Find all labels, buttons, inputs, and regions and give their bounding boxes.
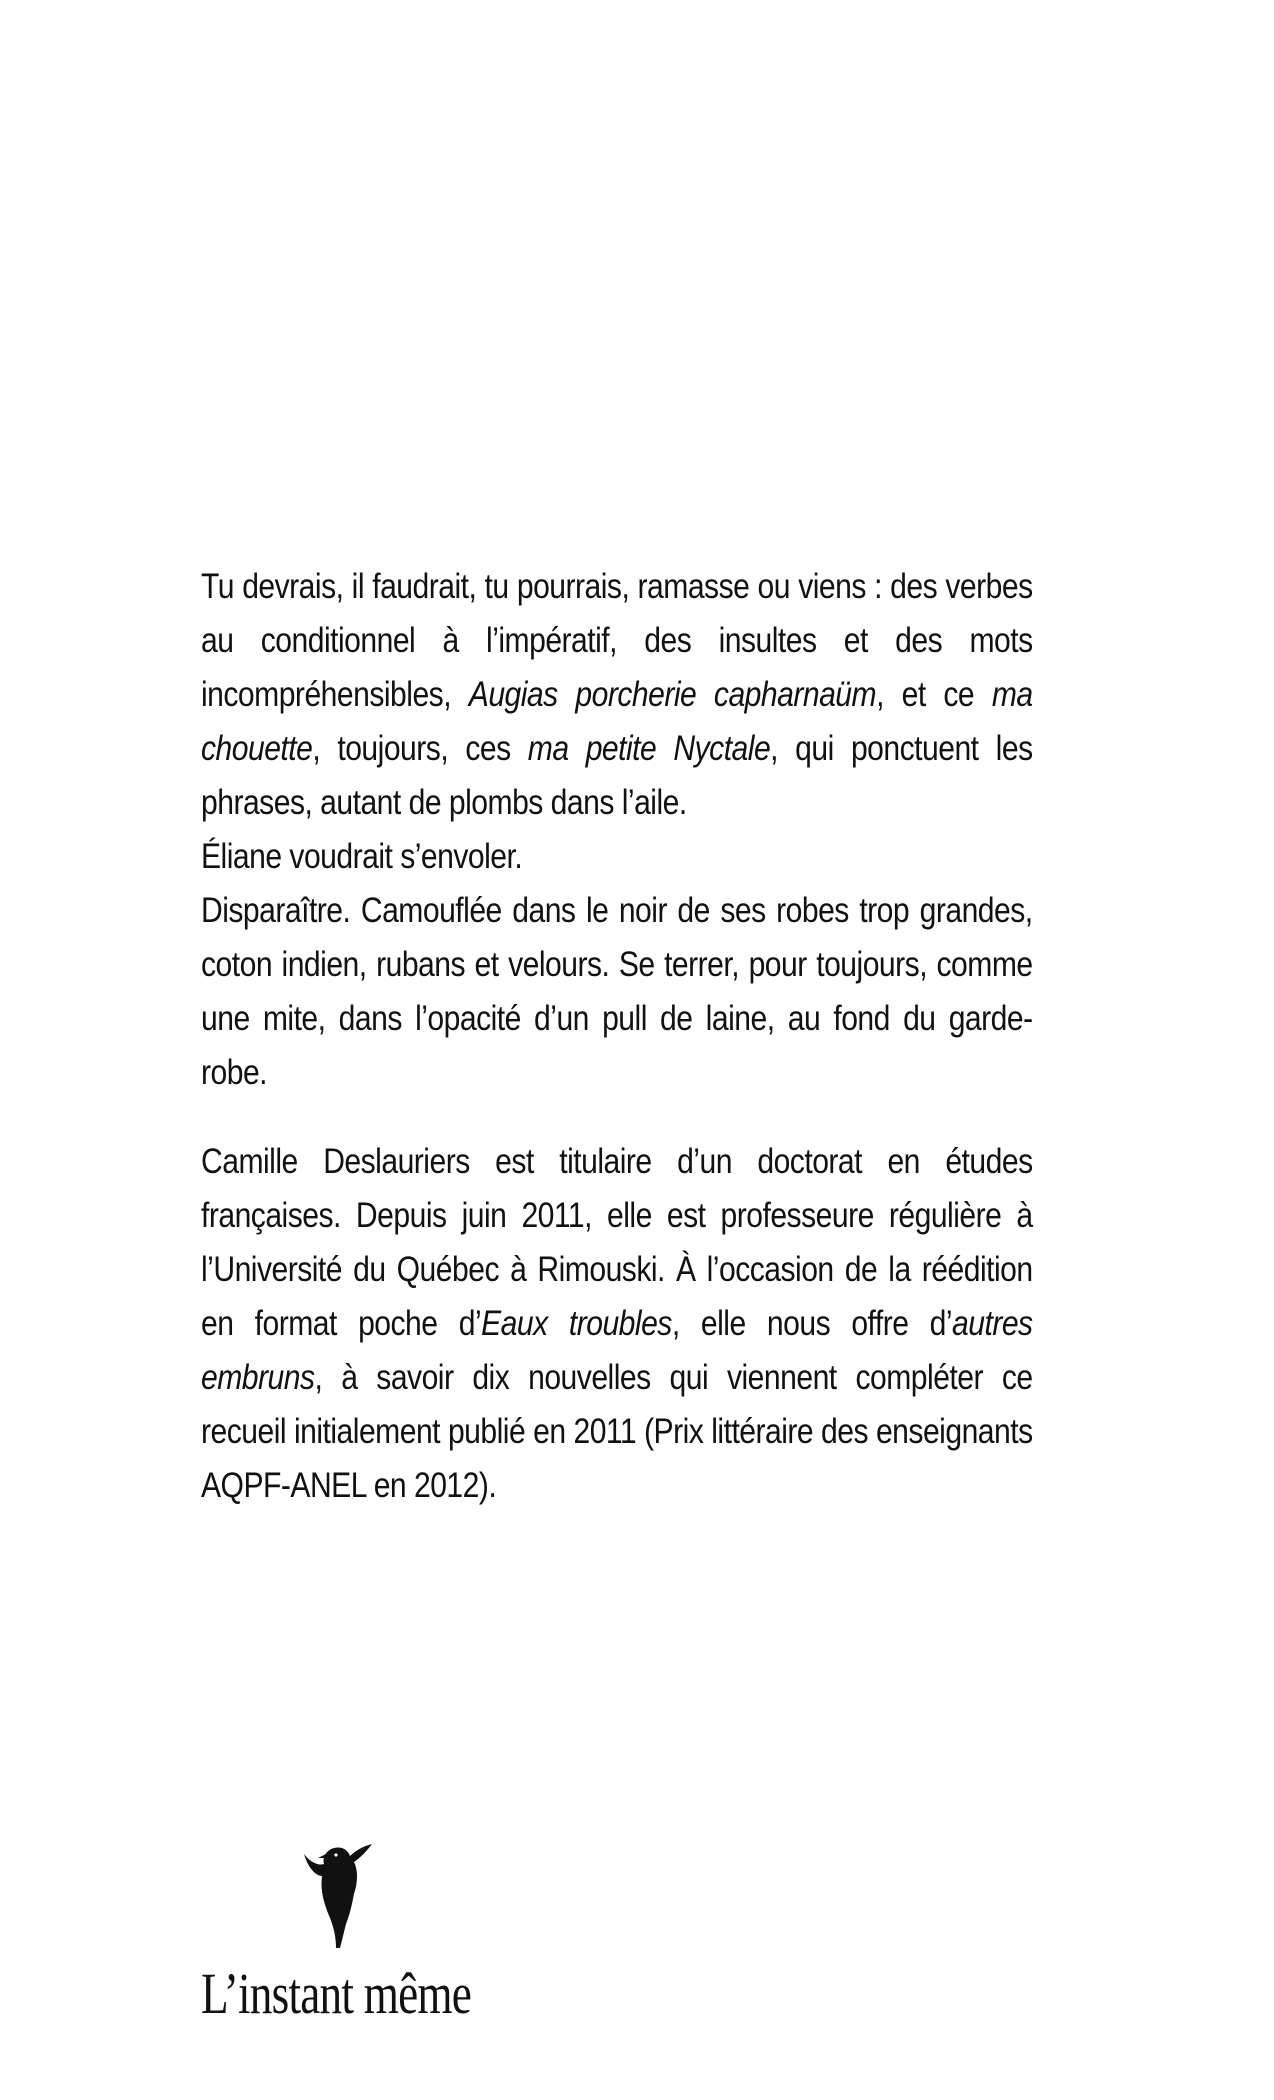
publisher-logo (201, 1840, 481, 2060)
excerpt-italic-2: ma chouette (201, 675, 1033, 768)
publisher-name: L’instant même (201, 1961, 472, 2026)
excerpt-italic-1: Augias porcherie capharnaüm (468, 675, 877, 714)
bio-paragraph: Camille Deslauriers est titulaire d’un doctorat en études françaises. Depuis juin 2011, elle est professeure régulière à l’Université du Québec à Rimouski. À l’occasion de la réédition en format poche d’Eaux troubles, elle nous offre d’autres embruns, à savoir dix nouvelles qui viennent compléter ce recueil initialement publié en 2011 (Prix littéraire des enseignants AQPF-ANEL en 2012). (201, 1142, 1033, 1505)
bio-book-title: Eaux troubles (481, 1304, 672, 1343)
book-excerpt (201, 560, 1033, 1100)
excerpt-italic-3: ma petite Nyctale (527, 729, 771, 768)
excerpt-paragraph-2: Éliane voudrait s’envoler. (201, 837, 523, 876)
raven-icon (296, 1840, 376, 1950)
author-bio (201, 1135, 1033, 1513)
bio-collection-title: autres embruns (201, 1304, 1033, 1397)
excerpt-paragraph-3: Disparaître. Camouflée dans le noir de ses robes trop grandes, coton indien, rubans et velours. Se terrer, pour toujours, comme une mite, dans l’opacité d’un pull de laine, au fond du garde-robe. (201, 891, 1033, 1092)
excerpt-paragraph-1: Tu devrais, il faudrait, tu pourrais, ramasse ou viens : des verbes au conditionnel à l’impératif, des insultes et des mots incompréhensibles, Augias porcherie capharnaüm, et ce ma chouette, toujours, ces ma petite Nyctale, qui ponctuent les phrases, autant de plombs dans l’aile. (201, 567, 1033, 822)
